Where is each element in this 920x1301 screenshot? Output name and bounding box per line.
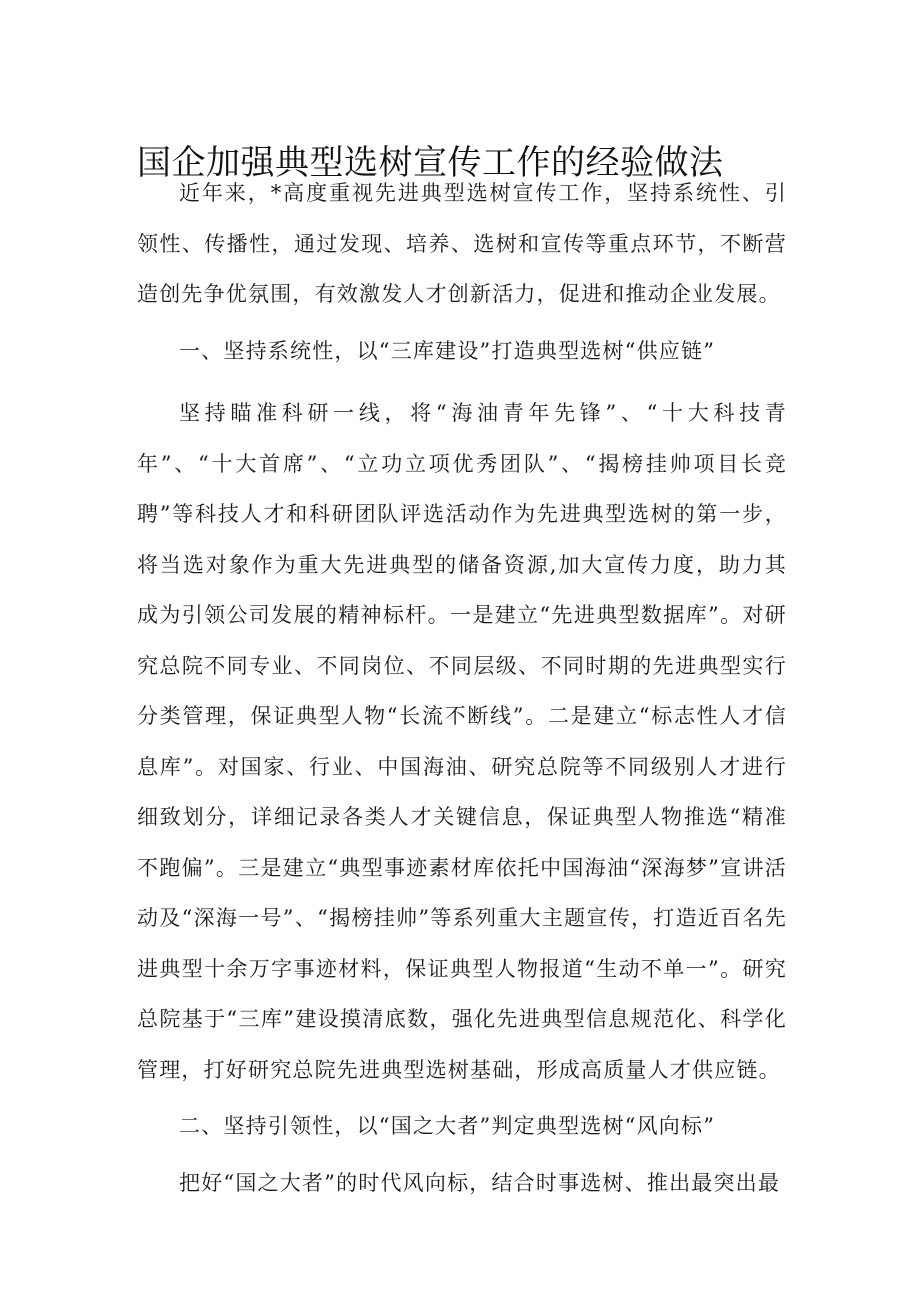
section-1-paragraph: 坚持瞄准科研一线，将“海油青年先锋”、“十大科技青年”、“十大首席”、“立功立项优秀团队”、“揭榜挂帅项目长竞聘”等科技人才和科研团队评选活动作为先进典型选树的第一步，将当选对象作为重大先进典型的储备资源,加大宣传力度，助力其成为引领公司发展的精神标杆。一是建立“先进典型数据库”。对研究总院不同专业、不同岗位、不同层级、不同时期的先进典型实行分类管理，保证典型人物“长流不断线”。二是建立“标志性人才信息库”。对国家、行业、中国海油、研究总院等不同级别人才进行细致划分，详细记录各类人才关键信息，保证典型人物推选“精准不跑偏”。三是建立“典型事迹素材库依托中国海油“深海梦”宣讲活动及“深海一号”、“揭榜挂帅”等系列重大主题宣传，打造近百名先进典型十余万字事迹材料，保证典型人物报道“生动不单一”。研究总院基于“三库”建设摸清底数，强化先进典型信息规范化、科学化管理，打好研究总院先进典型选树基础，形成高质量人才供应链。 <box>137 401 787 1082</box>
section-1-heading: 一、坚持系统性，以“三库建设”打造典型选树“供应链” <box>179 338 716 363</box>
intro-paragraph: 近年来，*高度重视先进典型选树宣传工作，坚持系统性、引领性、传播性，通过发现、培养、选树和宣传等重点环节，不断营造创先争优氛围，有效激发人才创新活力，促进和推动企业发展。 <box>137 181 787 306</box>
document-title: 国企加强典型选树宣传工作的经验做法 <box>137 143 724 183</box>
section-2-paragraph: 把好“国之大者”的时代风向标，结合时事选树、推出最突出最 <box>179 1170 781 1195</box>
document-body <box>137 168 787 1208</box>
section-2-heading: 二、坚持引领性，以“国之大者”判定典型选树“风向标” <box>179 1114 716 1138</box>
spacer <box>137 376 787 388</box>
